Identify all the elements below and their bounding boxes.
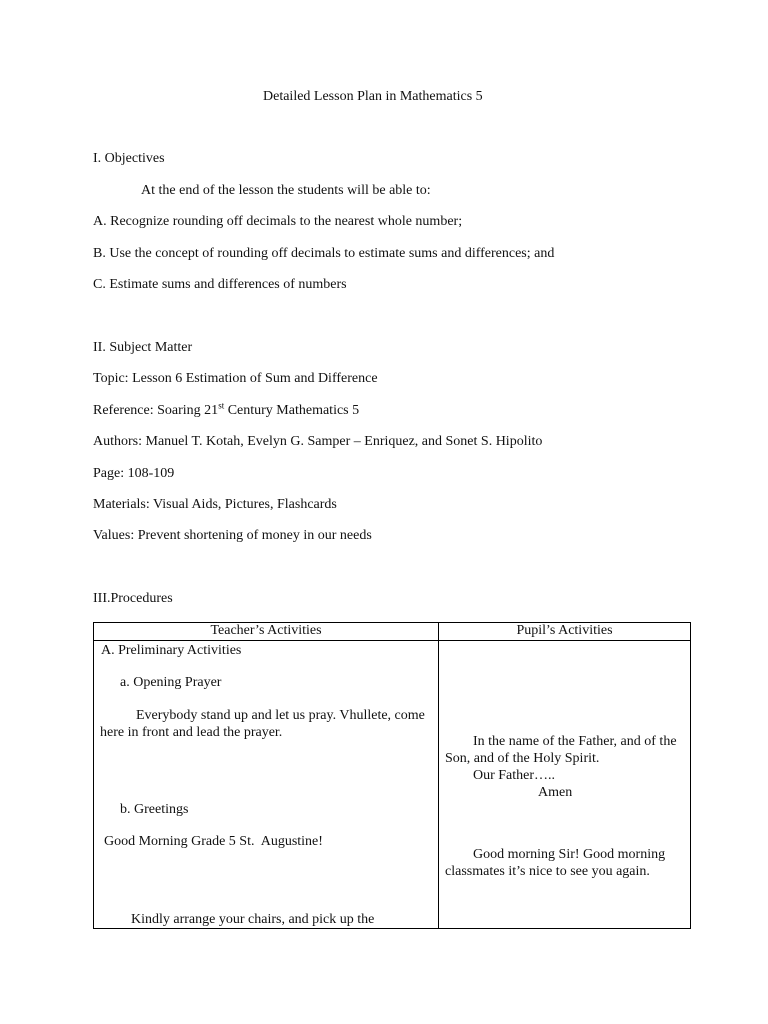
teacher-activities-cell (94, 641, 439, 929)
greetings-label: b. Greetings (120, 802, 189, 817)
procedures-heading: III.Procedures (93, 591, 173, 606)
objectives-heading: I. Objectives (93, 151, 165, 166)
amen-text: Amen (538, 785, 573, 800)
table-header-row (94, 623, 691, 641)
reference-line (93, 400, 360, 419)
our-father-text: Our Father….. (473, 768, 556, 783)
document-title: Detailed Lesson Plan in Mathematics 5 (263, 89, 483, 104)
teacher-activities-header: Teacher’s Activities (94, 623, 439, 641)
topic-line: Topic: Lesson 6 Estimation of Sum and Difference (93, 371, 378, 386)
pupil-activities-cell (439, 641, 691, 929)
greeting-text: Good Morning Grade 5 St. Augustine! (104, 834, 323, 849)
authors-line: Authors: Manuel T. Kotah, Evelyn G. Samper – Enriquez, and Sonet S. Hipolito (93, 434, 543, 449)
prayer-instruction: Everybody stand up and let us pray. Vhullete, come here in front and lead the prayer. (100, 708, 425, 740)
preliminary-activities-label: A. Preliminary Activities (101, 643, 242, 658)
subject-matter-heading: II. Subject Matter (93, 340, 193, 355)
greeting-response: Good morning Sir! Good morning classmates it’s nice to see you again. (445, 847, 666, 879)
opening-prayer-label: a. Opening Prayer (120, 675, 222, 690)
table-row (94, 641, 691, 929)
reference-suffix: Century Mathematics 5 (224, 403, 360, 418)
reference-prefix: Reference: Soaring 21 (93, 403, 219, 418)
page-line: Page: 108-109 (93, 466, 175, 481)
objective-item: B. Use the concept of rounding off decimals to estimate sums and differences; and (93, 246, 555, 261)
arrange-chairs-text: Kindly arrange your chairs, and pick up the (131, 912, 375, 927)
objective-item: A. Recognize rounding off decimals to the nearest whole number; (93, 214, 463, 229)
materials-line: Materials: Visual Aids, Pictures, Flashcards (93, 497, 337, 512)
objective-item: C. Estimate sums and differences of numbers (93, 277, 347, 292)
objectives-intro: At the end of the lesson the students will be able to: (141, 183, 431, 198)
values-line: Values: Prevent shortening of money in our needs (93, 528, 372, 543)
procedures-table (93, 622, 691, 929)
pupil-activities-header: Pupil’s Activities (439, 623, 691, 641)
reference-superscript: st (218, 400, 225, 411)
prayer-response: In the name of the Father, and of the Son, and of the Holy Spirit. (445, 734, 677, 766)
